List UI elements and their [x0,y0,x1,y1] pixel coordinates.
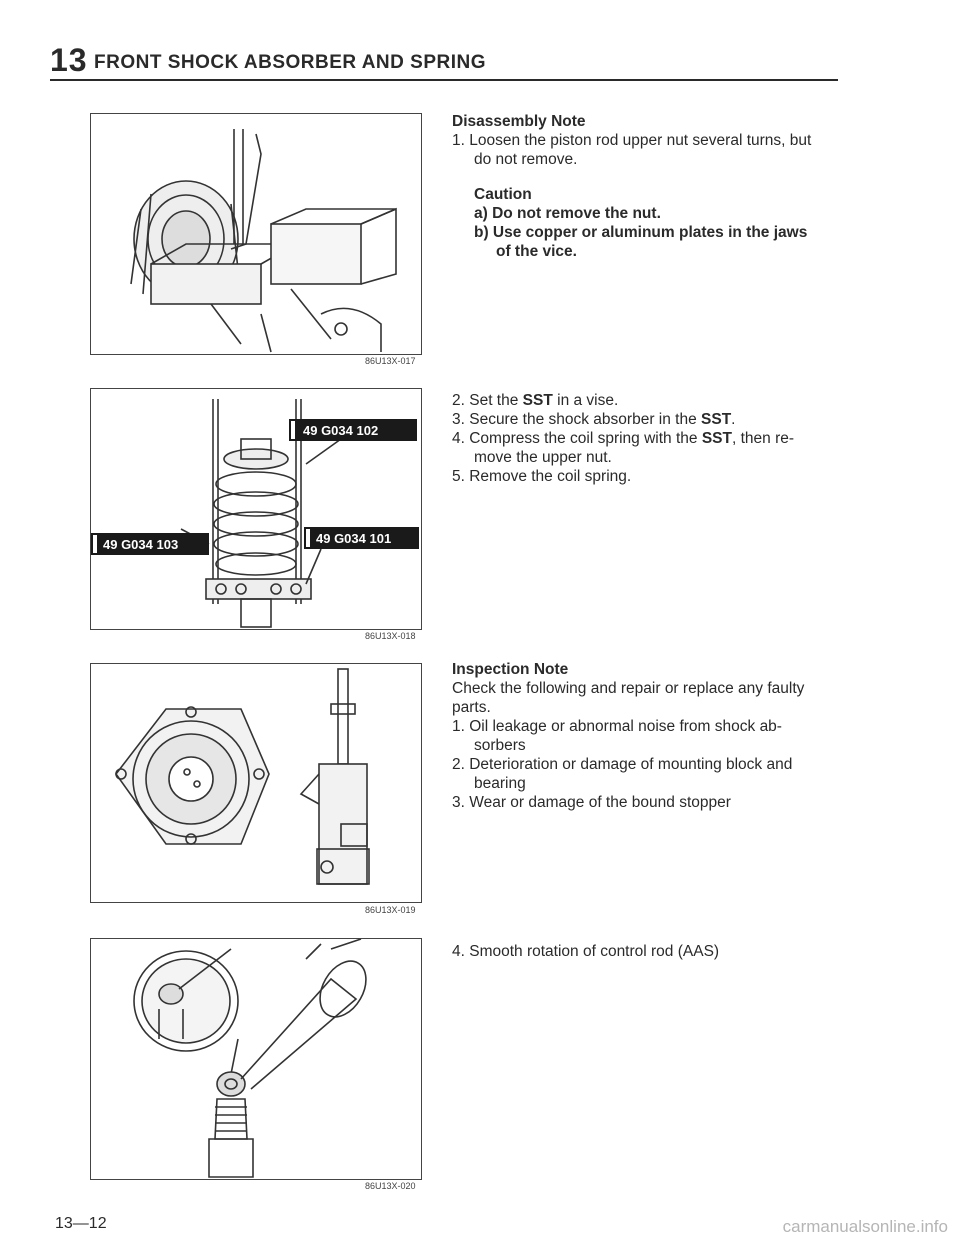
control-rod-illustration [91,939,421,1179]
figure-spring-compressor [90,388,422,630]
body-text: parts. [452,699,491,716]
figure-code: 86U13X-020 [365,1181,416,1191]
page-title: FRONT SHOCK ABSORBER AND SPRING [94,52,486,73]
caution-block [452,185,842,261]
svg-text:49 G034 102: 49 G034 102 [303,423,379,438]
disassembly-note [452,112,842,261]
figure-code: 86U13X-017 [365,356,416,366]
caution-item: a) Do not remove the nut. [474,205,661,222]
section-heading: Disassembly Note [452,113,586,130]
svg-text:49 G034 103: 49 G034 103 [103,537,179,552]
inspection-note-continued [452,942,842,961]
step-text: move the upper nut. [474,449,612,466]
tool-tag-103 [91,533,209,555]
vise-illustration [91,114,421,354]
header-rule [50,79,838,81]
caution-item: of the vice. [496,243,577,260]
step-text: 1. Loosen the piston rod upper nut several turns, but [452,132,812,149]
chapter-number: 13 [50,42,88,78]
figure-vise-nut [90,113,422,355]
tool-tag-101 [304,527,419,549]
svg-text:49 G034 101: 49 G034 101 [316,531,392,546]
step-text: do not remove. [474,151,578,168]
figure-mounting-block [90,663,422,903]
step-text: 2. Set the SST in a vise. [452,392,619,409]
list-item: sorbers [474,737,526,754]
disassembly-steps [452,391,842,486]
section-heading: Inspection Note [452,661,569,678]
page-number: 13—12 [55,1215,107,1232]
step-text: 4. Compress the coil spring with the SST, then re- [452,430,795,447]
spring-compressor-illustration [91,389,421,629]
body-text: Check the following and repair or replace any faulty [452,680,805,697]
step-text: 3. Secure the shock absorber in the SST. [452,411,736,428]
inspection-note [452,660,842,812]
list-item: 4. Smooth rotation of control rod (AAS) [452,943,720,960]
page-header [50,42,840,82]
tool-tag-102 [289,419,417,441]
figure-code: 86U13X-018 [365,631,416,641]
caution-heading: Caution [474,186,532,203]
list-item: 3. Wear or damage of the bound stopper [452,794,731,811]
mounting-block-illustration [91,664,421,902]
watermark: carmanualsonline.info [782,1217,948,1236]
step-text: 5. Remove the coil spring. [452,468,632,485]
list-item: 2. Deterioration or damage of mounting block and [452,756,793,773]
list-item: 1. Oil leakage or abnormal noise from shock ab- [452,718,782,735]
caution-item: b) Use copper or aluminum plates in the jaws [474,224,808,241]
figure-code: 86U13X-019 [365,905,416,915]
figure-control-rod [90,938,422,1180]
list-item: bearing [474,775,526,792]
